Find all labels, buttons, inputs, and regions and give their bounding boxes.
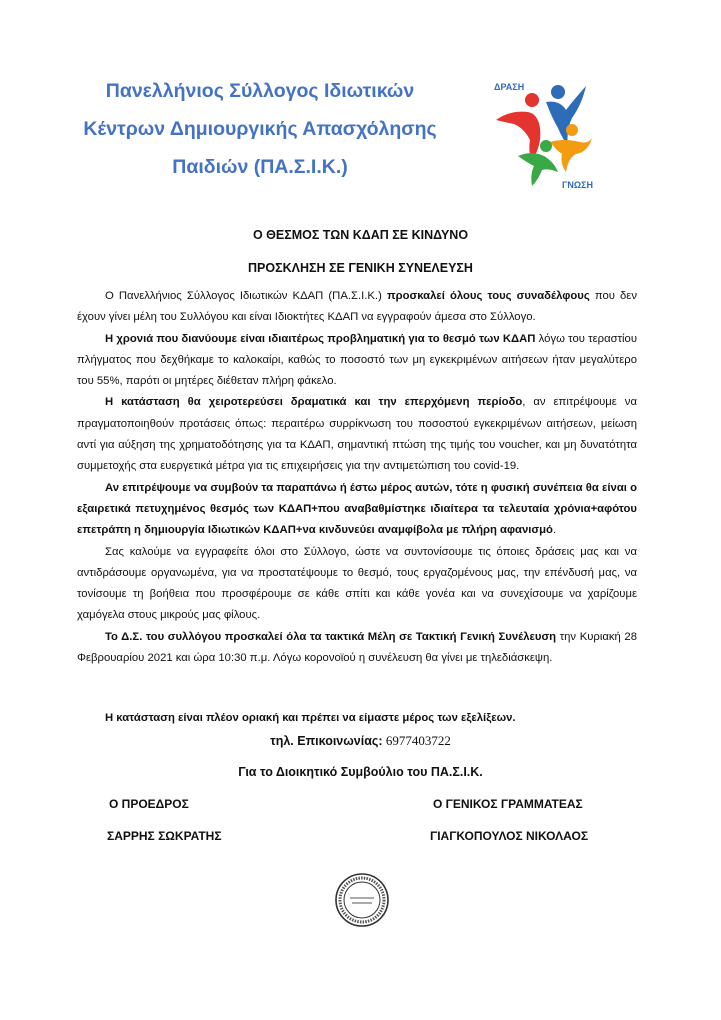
paragraph-3: Η κατάσταση θα χειροτερεύσει δραματικά και την επερχόμενη περίοδο, αν επιτρέψουμε να πραγματοποιηθούν προτάσεις όπως: περαιτέρω συρρίκνωση του ποσοστού εγκεκριμένων αιτήσεων, μείωση αντί για αύξηση της χρηματοδότησης για τα ΚΔΑΠ, σημαντική πτώση της τιμής του voucher, και μη δυνατότητα συμμετοχής στα ευεργετικά μέτρα για τις επιχειρήσεις για την αντιμετώπιση του covid-19. xyxy=(77,396,637,473)
closing-statement: Η κατάσταση είναι πλέον οριακή και πρέπει να είμαστε μέρος των εξελίξεων. xyxy=(105,712,516,724)
official-stamp xyxy=(334,872,390,928)
president-title: Ο ΠΡΟΕΔΡΟΣ xyxy=(109,797,189,811)
president-name: ΣΑΡΡΗΣ ΣΩΚΡΑΤΗΣ xyxy=(107,829,222,843)
paragraph-6: Το Δ.Σ. του συλλόγου προσκαλεί όλα τα τακτικά Μέλη σε Τακτική Γενική Συνέλευση την Κυριακή 28 Φεβρουαρίου 2021 και ώρα 10:30 π.μ. Λόγω κορονοϊού η συνέλευση θα γίνει με τηλεδιάσκεψη. xyxy=(77,630,637,665)
contact-phone xyxy=(0,733,721,749)
contact-label: τηλ. Επικοινωνίας: xyxy=(270,734,383,748)
org-title-line-3: Παιδιών (ΠΑ.Σ.Ι.Κ.) xyxy=(172,156,348,178)
board-heading: Για το Διοικητικό Συμβούλιο του ΠΑ.Σ.Ι.Κ. xyxy=(238,765,483,779)
paragraph-4: Αν επιτρέψουμε να συμβούν τα παραπάνω ή έστω μέρος αυτών, τότε η φυσική συνέπεια θα είναι ο εξαιρετικά πετυχημένος θεσμός των ΚΔΑΠ+που αναβαθμίστηκε ιδιαίτερα τα τελευταία χρόνια+αφότου επετράπη η δημιουργία Ιδιωτικών ΚΔΑΠ+να κινδυνεύει αναμφίβολα με πλήρη αφανισμό. xyxy=(77,481,637,537)
org-title-line-2: Κέντρων Δημιουργικής Απασχόλησης xyxy=(83,118,437,140)
logo-text-top: ΔΡΑΣΗ xyxy=(494,82,525,92)
heading-institution-at-risk: Ο ΘΕΣΜΟΣ ΤΩΝ ΚΔΑΠ ΣΕ ΚΙΝΔΥΝΟ xyxy=(252,228,469,242)
phone-number: 6977403722 xyxy=(382,733,451,748)
heading-general-assembly-invitation: ΠΡΟΣΚΛΗΣΗ ΣΕ ΓΕΝΙΚΗ ΣΥΝΕΛΕΥΣΗ xyxy=(248,261,473,275)
organization-logo xyxy=(488,80,594,190)
secretary-title: Ο ΓΕΝΙΚΟΣ ΓΡΑΜΜΑΤΕΑΣ xyxy=(433,797,583,811)
letter-body xyxy=(77,286,637,669)
paragraph-2: Η χρονιά που διανύουμε είναι ιδιαιτέρως προβληματική για το θεσμό των ΚΔΑΠ λόγω του τεραστίου πλήγματος που δεχθήκαμε το καλοκαίρι, καθώς το ποσοστό των μη εγκεκριμένων αιτήσεων ήταν μεγαλύτερο του 55%, παρότι οι μητέρες διέθεταν πλήρη φάκελο. xyxy=(77,332,638,388)
org-title-line-1: Πανελλήνιος Σύλλογος Ιδιωτικών xyxy=(105,80,415,102)
paragraph-5: Σας καλούμε να εγγραφείτε όλοι στο Σύλλογο, ώστε να συντονίσουμε τις όποιες δράσεις μας και να αντιδράσουμε οργανωμένα, για να προστατέψουμε το θεσμό, τους εργαζομένους μας, την επένδυσή μας, να τονίσουμε τη βοήθεια που προσφέρουμε σε κάθε σπίτι και κάθε γονέα και να συνεχίσουμε να χαρίζουμε χαμόγελα στους μικρούς μας φίλους. xyxy=(77,545,637,622)
secretary-name: ΓΙΑΓΚΟΠΟΥΛΟΣ ΝΙΚΟΛΑΟΣ xyxy=(430,829,589,843)
logo-text-bottom: ΓΝΩΣΗ xyxy=(562,180,594,190)
organization-title xyxy=(60,72,460,186)
paragraph-1: Ο Πανελλήνιος Σύλλογος Ιδιωτικών ΚΔΑΠ (ΠΑ.Σ.Ι.Κ.) προσκαλεί όλους τους συναδέλφους που δεν έχουν γίνει μέλη του Συλλόγου και είναι Ιδιοκτήτες ΚΔΑΠ να εγγραφούν άμεσα στο Σύλλογο. xyxy=(77,290,637,324)
